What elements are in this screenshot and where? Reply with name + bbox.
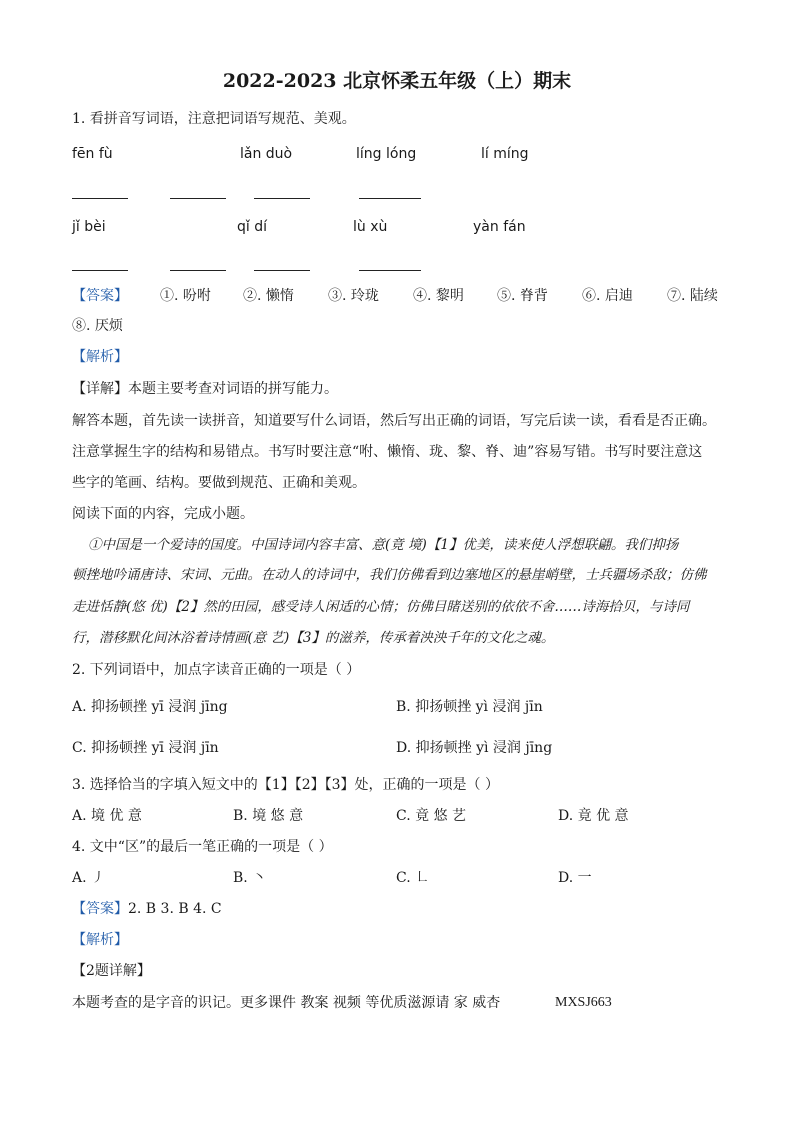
analysis-tag: 【解析】 xyxy=(72,349,128,365)
question-1-stem: 1. 看拼音写词语，注意把词语写规范、美观。 xyxy=(72,111,356,127)
answer-blank xyxy=(359,270,421,271)
reading-instruction: 阅读下面的内容，完成小题。 xyxy=(72,506,254,522)
analysis-paragraph: 些字的笔画、结构。要做到规范、正确和美观。 xyxy=(72,475,366,491)
pinyin-3: líng lóng xyxy=(356,146,417,162)
option-d: D. 竟 优 意 xyxy=(558,808,629,824)
answer-tag: 【答案】 xyxy=(72,288,128,304)
pinyin-5: jǐ bèi xyxy=(72,219,106,235)
option-b: B. 抑扬顿挫 yì 浸润 jīn xyxy=(396,699,543,715)
answer-blank xyxy=(72,270,128,271)
option-b: B. 境 悠 意 xyxy=(233,808,304,824)
pinyin-6: qǐ dí xyxy=(237,219,268,235)
answer-item: ③. 玲珑 xyxy=(328,288,379,304)
answer-item: ⑦. 陆续 xyxy=(667,288,718,304)
watermark-text: MXSJ663 xyxy=(555,995,612,1010)
analysis-paragraph: 本题考查的是字音的识记。更多课件 教案 视频 等优质滋源请 家 威杏 xyxy=(72,995,501,1011)
answer-item: ①. 吩咐 xyxy=(160,288,211,304)
pinyin-7: lù xù xyxy=(353,219,388,235)
answer-item: ⑤. 脊背 xyxy=(497,288,548,304)
answer-tag: 【答案】 xyxy=(72,901,128,917)
answer-blank xyxy=(170,270,226,271)
pinyin-4: lí míng xyxy=(481,146,529,162)
passage-line: 走进恬静(悠 优)【2】然的田园，感受诗人闲适的心情；仿佛目睹送别的依依不舍……诗海拾贝，与诗同 xyxy=(72,599,690,615)
analysis-paragraph: 注意掌握生字的结构和易错点。书写时要注意“咐、懒惰、珑、黎、脊、迪”容易写错。书写时要注意这 xyxy=(72,444,703,460)
option-a: A. 抑扬顿挫 yī 浸润 jīng xyxy=(72,699,228,715)
answer-blank xyxy=(170,198,226,199)
option-d: D. 一 xyxy=(558,870,592,886)
answer-item: ⑧. 厌烦 xyxy=(72,318,123,334)
answer-item: ④. 黎明 xyxy=(413,288,464,304)
answer-blank xyxy=(254,198,310,199)
answer-blank xyxy=(359,198,421,199)
pinyin-8: yàn fán xyxy=(473,219,526,235)
analysis-detail: 【详解】本题主要考查对词语的拼写能力。 xyxy=(72,381,338,397)
passage-line: ①中国是一个爱诗的国度。中国诗词内容丰富、意(竟 境)【1】优美，读来使人浮想联翩。我们抑扬 xyxy=(88,537,679,553)
pinyin-2: lǎn duò xyxy=(240,146,293,162)
answer-blank xyxy=(72,198,128,199)
answer-item: ②. 懒惰 xyxy=(243,288,294,304)
option-c: C. 抑扬顿挫 yī 浸润 jīn xyxy=(72,740,219,756)
option-b: B. ㇔ xyxy=(233,870,267,886)
analysis-paragraph: 解答本题，首先读一读拼音，知道要写什么词语，然后写出正确的词语，写完后读一读，看看是否正确。 xyxy=(72,413,716,429)
question-3-stem: 3. 选择恰当的字填入短文中的【1】【2】【3】处，正确的一项是（ ） xyxy=(72,777,499,793)
question-4-stem: 4. 文中“区”的最后一笔正确的一项是（ ） xyxy=(72,839,333,855)
option-c: C. ㇗ xyxy=(396,870,430,886)
option-a: A. 境 优 意 xyxy=(72,808,142,824)
answer-item: ⑥. 启迪 xyxy=(582,288,633,304)
option-d: D. 抑扬顿挫 yì 浸润 jīng xyxy=(396,740,553,756)
analysis-tag: 【解析】 xyxy=(72,932,128,948)
passage-line: 顿挫地吟诵唐诗、宋词、元曲。在动人的诗词中，我们仿佛看到边塞地区的悬崖峭壁，士兵疆场杀敌；仿佛 xyxy=(72,567,707,583)
passage-line: 行，潜移默化间沐浴着诗情画(意 艺)【3】的滋养，传承着泱泱千年的文化之魂。 xyxy=(72,630,555,646)
pinyin-1: fēn fù xyxy=(72,146,113,162)
page-title: 2022-2023 北京怀柔五年级（上）期末 xyxy=(222,70,572,92)
answer-blank xyxy=(254,270,310,271)
question-2-stem: 2. 下列词语中，加点字读音正确的一项是（ ） xyxy=(72,662,361,678)
analysis-detail: 【2题详解】 xyxy=(72,963,151,979)
answer-text: 2. B 3. B 4. C xyxy=(128,901,222,917)
option-c: C. 竟 悠 艺 xyxy=(396,808,467,824)
option-a: A. ㇓ xyxy=(72,870,106,886)
